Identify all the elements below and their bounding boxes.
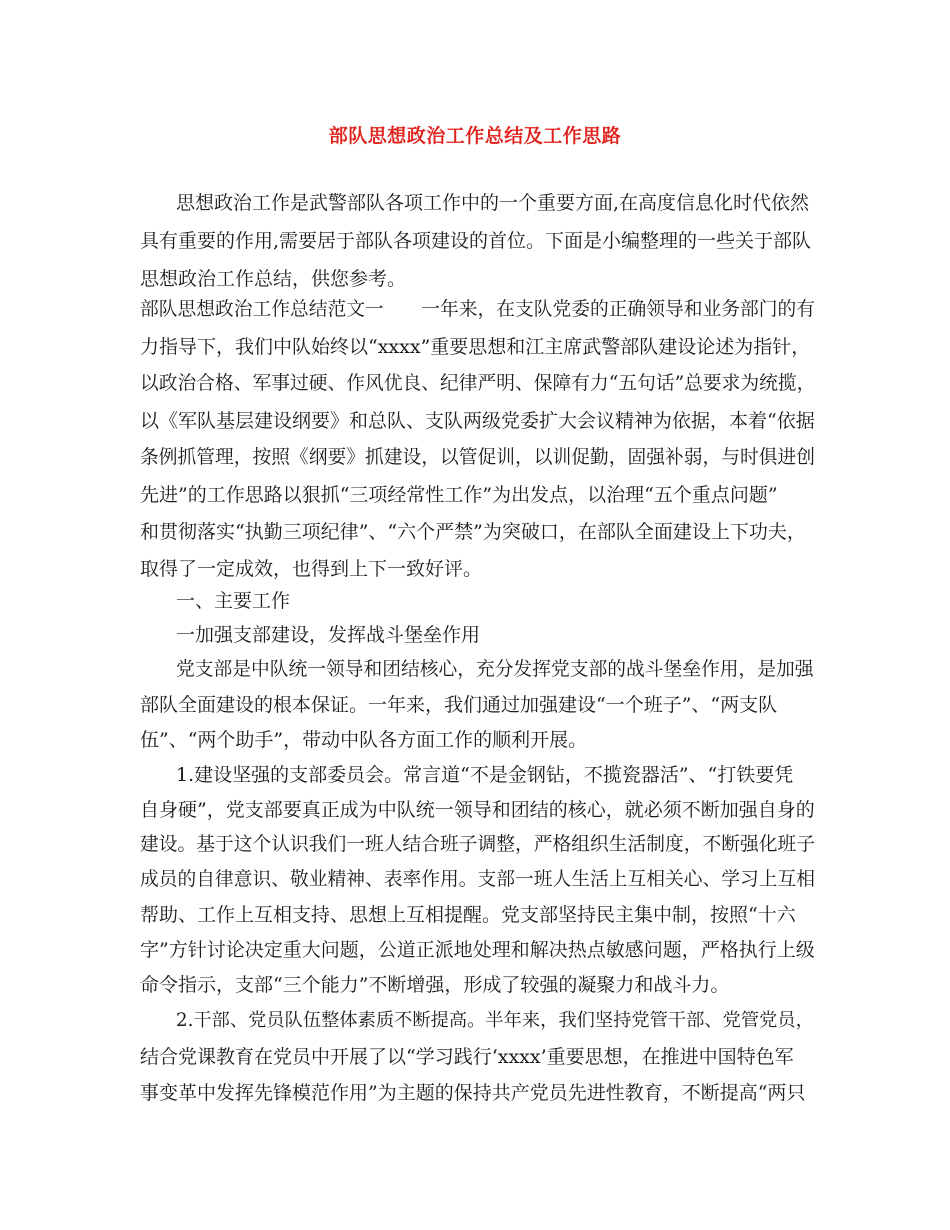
para-sample-line-4: 以《军队基层建设纲要》和总队、支队两级党委扩大会议精神为依据，本着“依据: [140, 410, 815, 432]
para-item1-line-4: 成员的自律意识、敬业精神、表率作用。支部一班人生活上互相关心、学习上互相: [140, 869, 815, 890]
para-intro-line-1: 思想政治工作是武警部队各项工作中的一个重要方面,在高度信息化时代依然: [176, 192, 810, 214]
para-sample-line-1: 部队思想政治工作总结范文一 一年来，在支队党委的正确领导和业务部门的有: [140, 299, 815, 320]
para-sample-line-3: 以政治合格、军事过硬、作风优良、纪律严明、保障有力“五句话”总要求为统揽，: [140, 373, 816, 394]
para-item2-line-1: 2.干部、党员队伍整体素质不断提高。半年来，我们坚持党管干部、党管党员，: [176, 1010, 814, 1031]
para-intro-line-2: 具有重要的作用,需要居于部队各项建设的首位。下面是小编整理的一些关于部队: [140, 230, 812, 252]
section-heading-main-work: 一、主要工作: [176, 590, 291, 612]
para-sample-line-8: 取得了一定成效，也得到上下一致好评。: [140, 558, 483, 580]
subsection-heading-branch: 一加强支部建设，发挥战斗堡垒作用: [176, 624, 481, 646]
para-branch-line-2: 部队全面建设的根本保证。一年来，我们通过加强建设“一个班子”、“两支队: [140, 694, 778, 716]
para-item1-line-1: 1.建设坚强的支部委员会。常言道“不是金钢钻，不揽瓷器活”、“打铁要凭: [176, 764, 794, 786]
para-sample-line-2: 力指导下，我们中队始终以“xxxx”重要思想和江主席武警部队建设论述为指针，: [140, 336, 811, 358]
para-sample-line-5: 条例抓管理，按照《纲要》抓建设，以管促训，以训促勤，固强补弱，与时俱进创: [140, 447, 815, 468]
para-item2-line-3: 事变革中发挥先锋模范作用”为主题的保持共产党员先进性教育，不断提高“两只: [140, 1082, 806, 1104]
para-item1-line-2: 自身硬”，党支部要真正成为中队统一领导和团结的核心，就必须不断加强自身的: [140, 799, 815, 821]
para-item1-line-5: 帮助、工作上互相支持、思想上互相提醒。党支部坚持民主集中制，按照“十六: [140, 904, 796, 926]
para-item1-line-7: 命令指示，支部“三个能力”不断增强，形成了较强的凝聚力和战斗力。: [140, 974, 730, 996]
para-branch-line-3: 伍”、“两个助手”，带动中队各方面工作的顺利开展。: [140, 729, 588, 751]
para-sample-line-7: 和贯彻落实“执勤三项纪律”、“六个严禁”为突破口，在部队全面建设上下功夫，: [140, 521, 806, 543]
para-item1-line-3: 建设。基于这个认识我们一班人结合班子调整，严格组织生活制度，不断强化班子: [140, 834, 815, 855]
para-intro-line-3: 思想政治工作总结，供您参考。: [140, 268, 407, 290]
document-title: 部队思想政治工作总结及工作思路: [328, 125, 622, 147]
para-sample-line-6: 先进”的工作思路以狠抓“三项经常性工作”为出发点，以治理“五个重点问题”: [140, 484, 778, 506]
para-item2-line-2: 结合党课教育在党员中开展了以“学习践行‘xxxx’重要思想，在推进中国特色军: [140, 1046, 794, 1068]
para-item1-line-6: 字”方针讨论决定重大问题，公道正派地处理和解决热点敏感问题，严格执行上级: [140, 939, 815, 961]
para-branch-line-1: 党支部是中队统一领导和团结核心，充分发挥党支部的战斗堡垒作用，是加强: [176, 659, 814, 680]
